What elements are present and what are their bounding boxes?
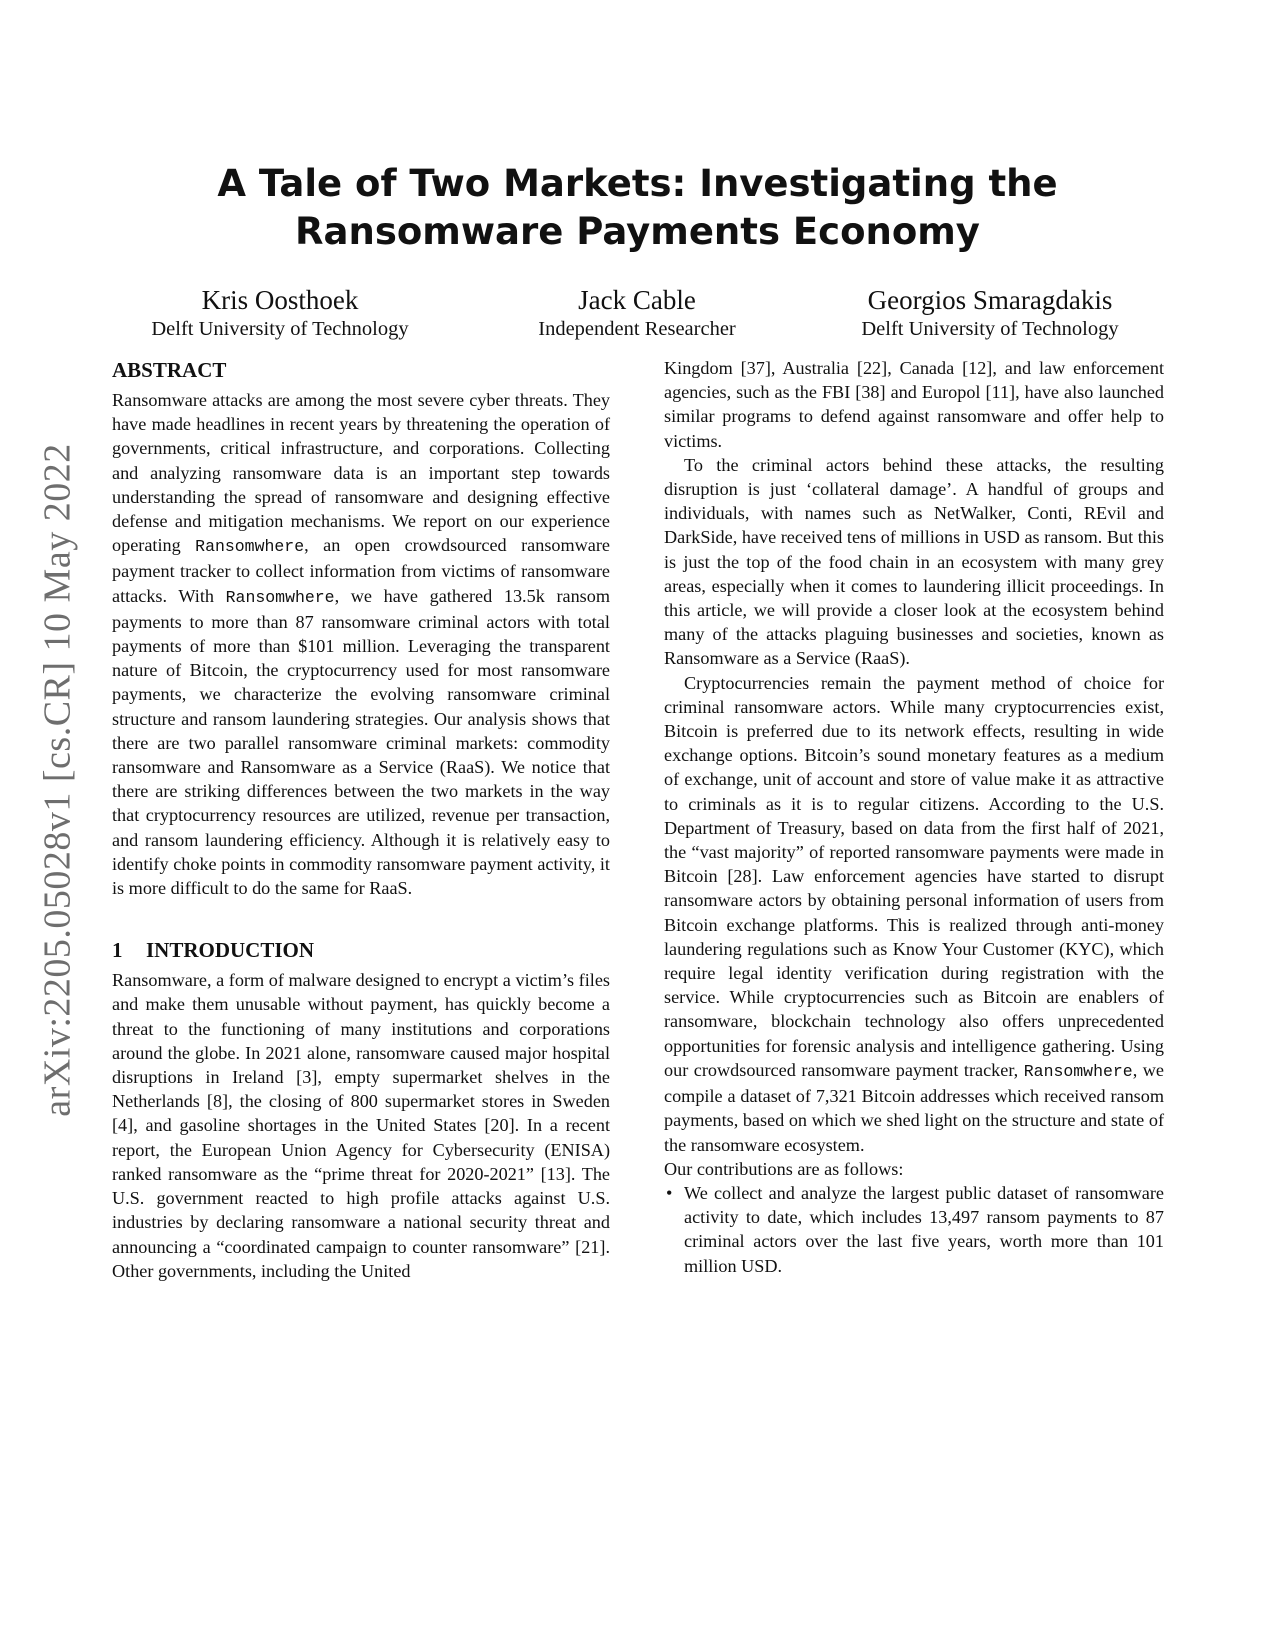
author-name: Jack Cable [578, 285, 696, 315]
section-title: INTRODUCTION [146, 938, 315, 963]
author-name: Georgios Smaragdakis [867, 285, 1113, 315]
intro-paragraph-2: To the criminal actors behind these attacks, the resulting disruption is just ‘collateral damage’. A handful of groups and individuals, with names such as NetWalker, Conti, REvil and DarkSide, have received tens of millions in USD as ransom. But this is just the top of the food chain in an ecosystem with many grey areas, especially when it comes to laundering illicit proceedings. In this article, we will provide a closer look at the ecosystem behind many of the attacks plaguing businesses and societies, known as Ransomware as a Service (RaaS). [664, 454, 1164, 669]
tool-name: Ransomwhere [195, 537, 305, 557]
section-number: 1 [112, 938, 123, 963]
author-affiliation: Delft University of Technology [861, 318, 1119, 340]
arxiv-identifier-text: arXiv:2205.05028v1 [cs.CR] 10 May 2022 [37, 443, 80, 1117]
paper-title: A Tale of Two Markets: Investigating the Ransomware Payments Economy [217, 162, 1058, 253]
tool-name: Ransomwhere [225, 587, 335, 607]
author-3 [800, 284, 1180, 342]
author-2 [447, 284, 827, 342]
contributions-intro: Our contributions are as follows: [664, 1158, 904, 1179]
right-column [664, 356, 1164, 1278]
author-affiliation: Delft University of Technology [151, 318, 409, 340]
author-name: Kris Oosthoek [201, 285, 359, 315]
abstract-heading: ABSTRACT [112, 358, 227, 382]
author-affiliation: Independent Researcher [538, 318, 736, 340]
intro-paragraph-3: Cryptocurrencies remain the payment method of choice for criminal ransomware actors. While many cryptocurrencies exist, Bitcoin is preferred due to its network effects, resulting in wide exchange options. Bitcoin’s sound monetary features as a medium of exchange, unit of account and store of value make it as attractive to criminals as it is to regular citizens. According to the U.S. Department of Treasury, based on data from the first half of 2021, the “vast majority” of reported ransomware payments were made in Bitcoin [28]. Law enforcement agencies have started to disrupt ransomware actors by obtaining personal information of users from Bitcoin exchange platforms. This is realized through anti-money laundering regulations such as Know Your Customer (KYC), which require legal identity verification during registration with the service. While cryptocurrencies such as Bitcoin are enablers of ransomware, blockchain technology also offers unprecedented opportunities for forensic analysis and intelligence gathering. Using our crowdsourced ransomware payment tracker, Ransomwhere, we compile a dataset of 7,321 Bitcoin addresses which received ransom payments, based on which we shed light on the structure and state of the ransomware ecosystem. [664, 672, 1164, 1155]
abstract-text: Ransomware attacks are among the most severe cyber threats. They have made headlines in recent years by threatening the operation of governments, critical infrastructure, and corporations. Collecting and analyzing ransomware data is an important step towards understanding the spread of ransomware and designing effective defense and mitigation mechanisms. We report on our experience operating Ransomwhere, an open crowdsourced ransomware payment tracker to collect information from victims of ransomware attacks. With Ransomwhere, we have gathered 13.5k ransom payments to more than 87 ransomware criminal actors with total payments of more than $101 million. Leveraging the transparent nature of Bitcoin, the cryptocurrency used for most ransomware payments, we characterize the evolving ransomware criminal structure and ransom laundering strategies. Our analysis shows that there are two parallel ransomware criminal markets: commodity ransomware and Ransomware as a Service (RaaS). We notice that there are striking differences between the two markets in the way that cryptocurrency resources are utilized, revenue per transaction, and ransom laundering efficiency. Although it is relatively easy to identify choke points in commodity ransomware payment activity, it is more difficult to do the same for RaaS. [112, 390, 610, 899]
list-item: • We collect and analyze the largest public dataset of ransomware activity to date, which includes 13,497 ransom payments to 87 criminal actors over the last five years, worth more than 101 million USD. [666, 1182, 1164, 1276]
author-block [0, 284, 1275, 344]
contributions-list [664, 1181, 1164, 1278]
bullet-icon: • [666, 1182, 673, 1203]
intro-paragraph-1: Ransomware, a form of malware designed to encrypt a victim’s files and make them unusable without payment, has quickly become a threat to the functioning of many institutions and corporations around the globe. In 2021 alone, ransomware caused major hospital disruptions in Ireland [3], empty supermarket shelves in the Netherlands [8], the closing of 800 supermarket stores in Sweden [4], and gasoline shortages in the United States [20]. In a recent report, the European Union Agency for Cybersecurity (ENISA) ranked ransomware as the “prime threat for 2020-2021” [13]. The U.S. government reacted to high profile attacks against U.S. industries by declaring ransomware a national security threat and announcing a “coordinated campaign to counter ransomware” [21]. Other governments, including the United [112, 970, 610, 1281]
tool-name: Ransomwhere [1023, 1061, 1133, 1081]
intro-paragraph-1-continued: Kingdom [37], Australia [22], Canada [12], and law enforcement agencies, such as the FBI [38] and Europol [11], have also launched similar programs to defend against ransomware and offer help to victims. [664, 358, 1164, 451]
author-1 [90, 284, 470, 342]
arxiv-identifier [28, 420, 88, 1140]
left-column [112, 356, 610, 1283]
introduction-heading [112, 936, 610, 964]
